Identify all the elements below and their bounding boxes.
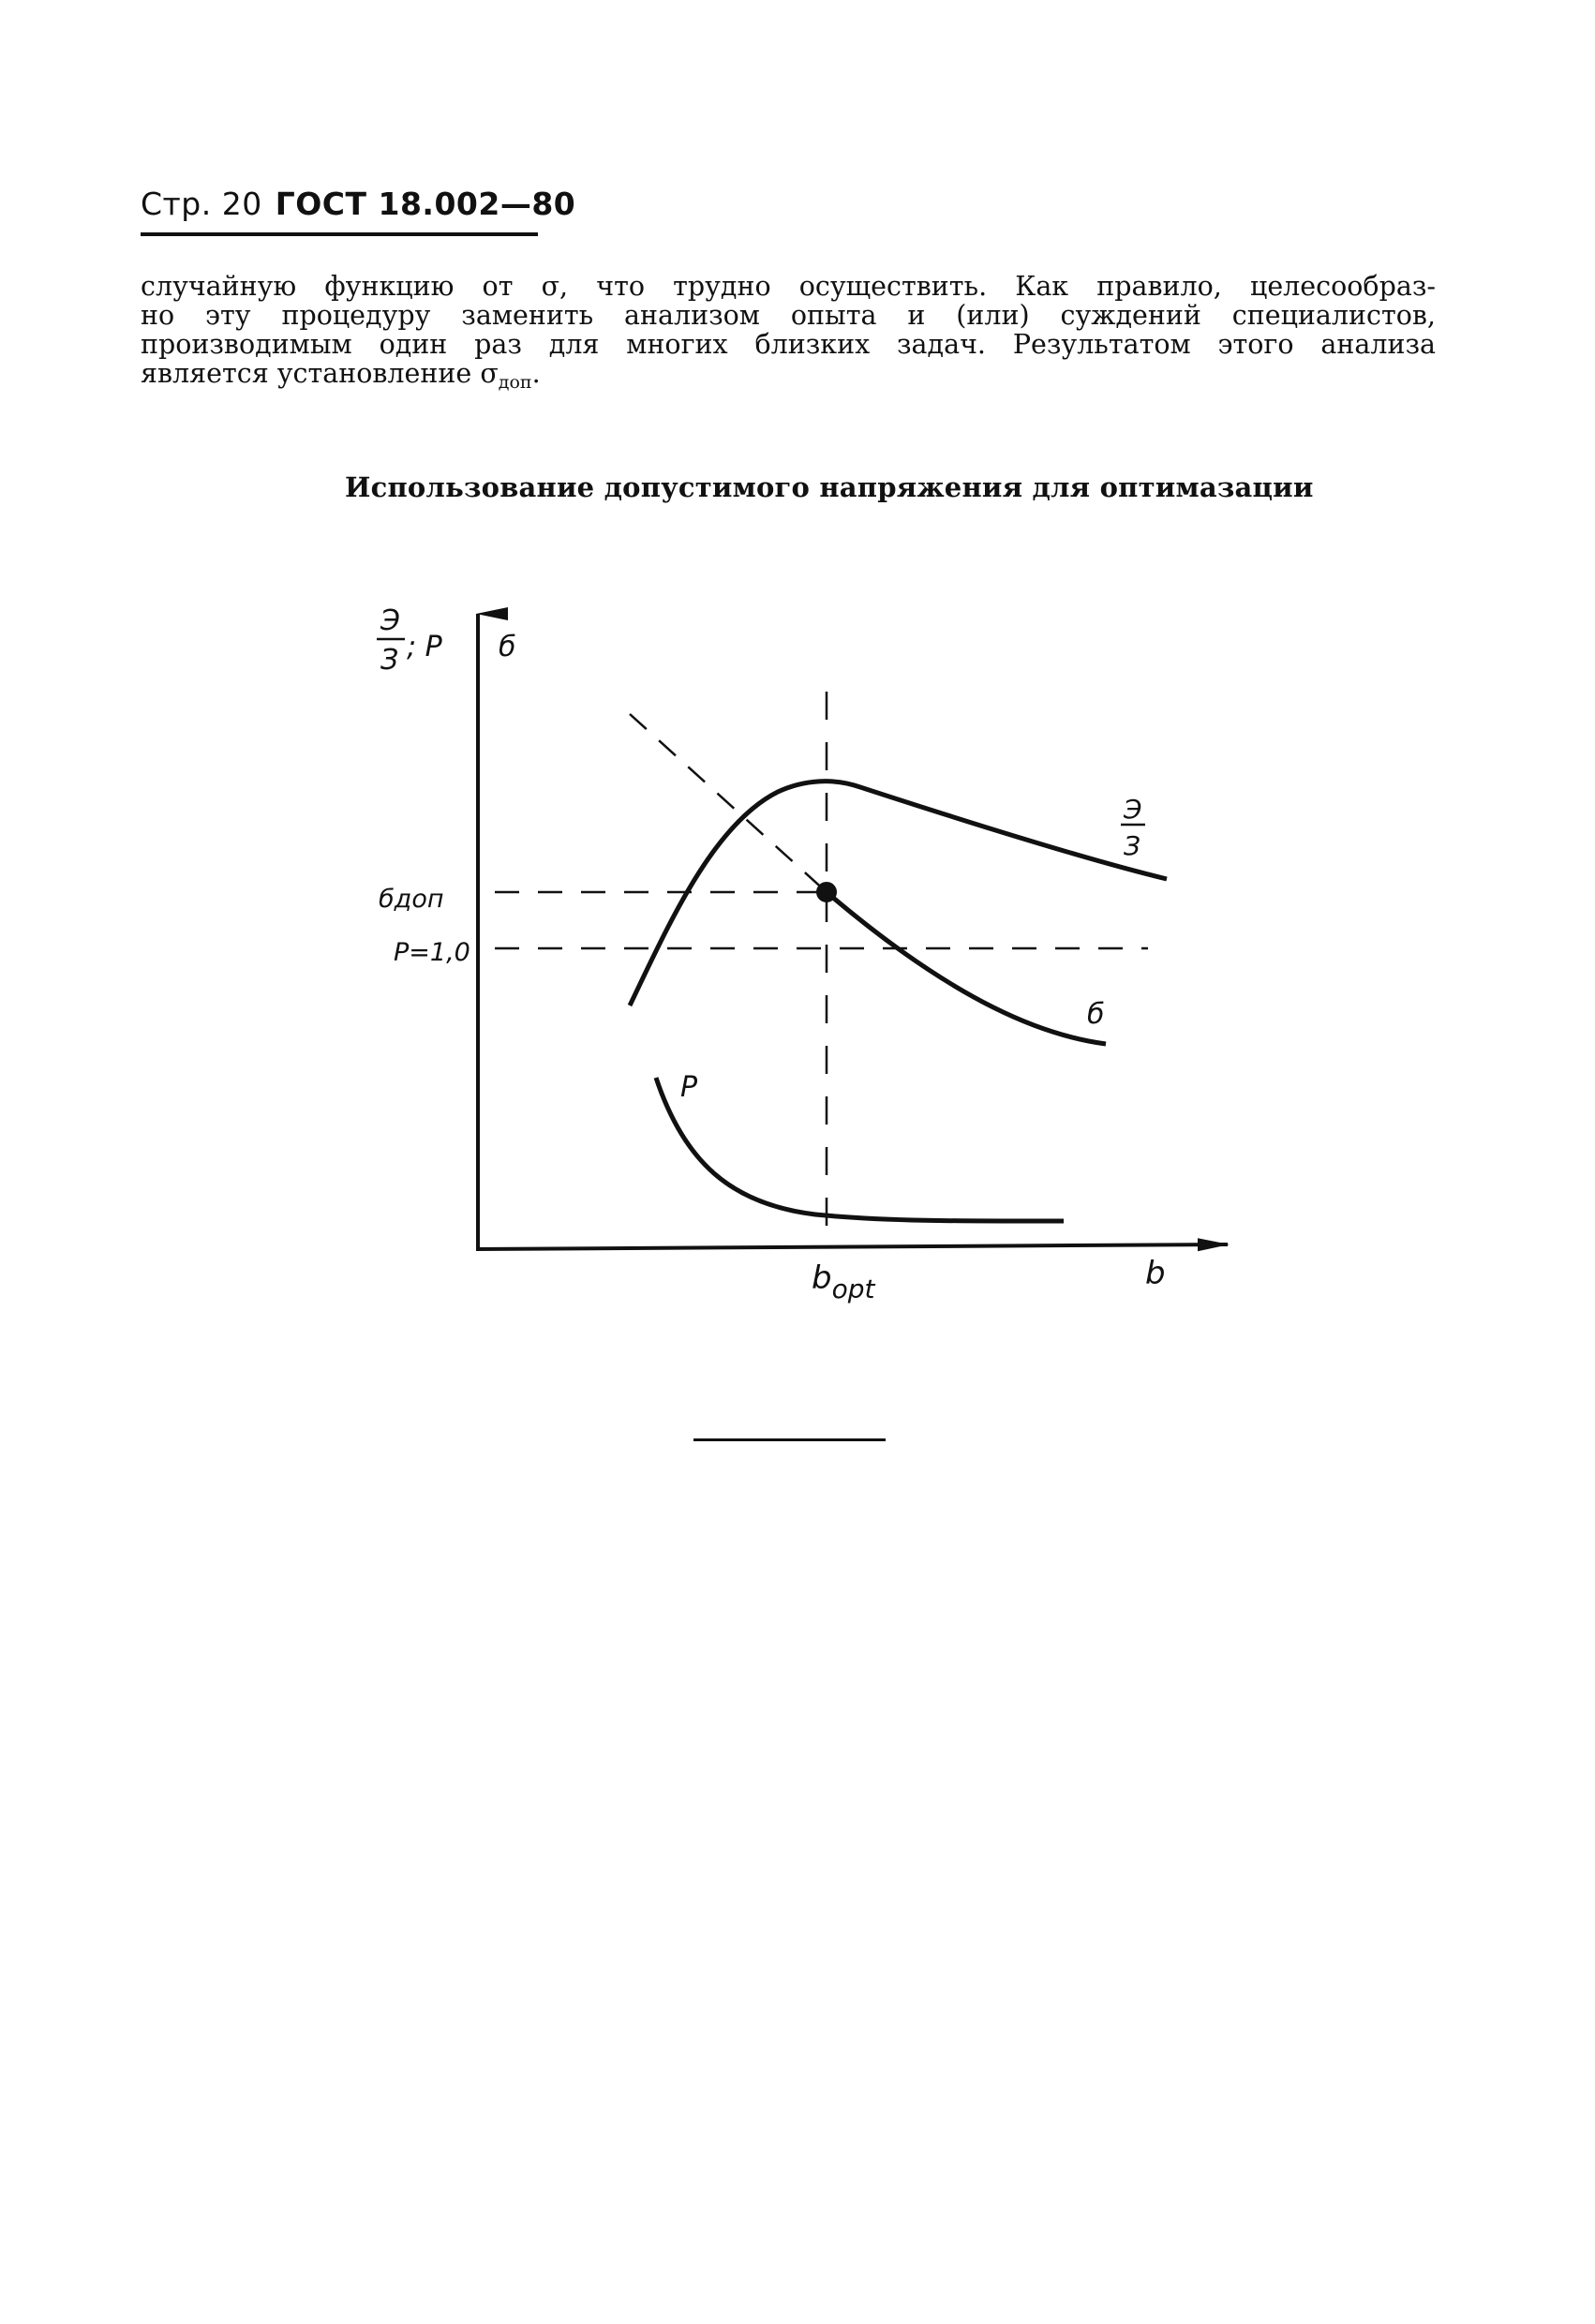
series-e-z-label-top: Э <box>1124 794 1142 825</box>
page-number: Стр. 20 <box>141 186 262 222</box>
series-sigma-curve <box>827 892 1106 1044</box>
series-sigma-label: б <box>1087 998 1105 1031</box>
series-e-z-curve <box>630 782 1167 1006</box>
sigma-dop-label: бдоп <box>379 885 444 914</box>
x-opt-label <box>812 1259 875 1304</box>
paragraph-line: производимым один раз для многих близких задач. Результатом этого анализа <box>141 329 1436 360</box>
diagonal-dashed-line <box>630 714 827 892</box>
paragraph-line: случайную функцию от σ, что трудно осуществить. Как правило, целесообраз- <box>141 271 1436 302</box>
x-opt-label-subscript: opt <box>831 1274 875 1304</box>
end-of-text-rule <box>693 1438 886 1441</box>
optimum-point <box>817 883 836 901</box>
x-axis <box>476 1244 1228 1249</box>
sigma-subscript: доп <box>498 372 532 393</box>
series-p-curve <box>656 1078 1064 1221</box>
y-axis-label-sigma: б <box>499 631 516 663</box>
paragraph-line: но эту процедуру заменить анализом опыта и (или) суждений специалистов, <box>141 300 1436 331</box>
series-p-label: P <box>680 1071 698 1104</box>
series-e-z-label-bottom: З <box>1124 830 1140 861</box>
paragraph-end-mark: . <box>531 358 541 389</box>
y-axis-label-bottom: З <box>380 644 399 677</box>
standard-number: ГОСТ 18.002—80 <box>275 186 576 222</box>
y-axis-label-suffix: ; P <box>407 631 442 663</box>
x-axis-label: b <box>1145 1255 1166 1292</box>
y-axis-label-top: Э <box>380 604 400 637</box>
section-title: Использование допустимого напряжения для оптимазации <box>345 471 1314 503</box>
paragraph-last-text: является установление σ <box>141 358 499 389</box>
x-opt-label-main: b <box>812 1259 832 1297</box>
p-1-label: P=1,0 <box>394 938 470 967</box>
